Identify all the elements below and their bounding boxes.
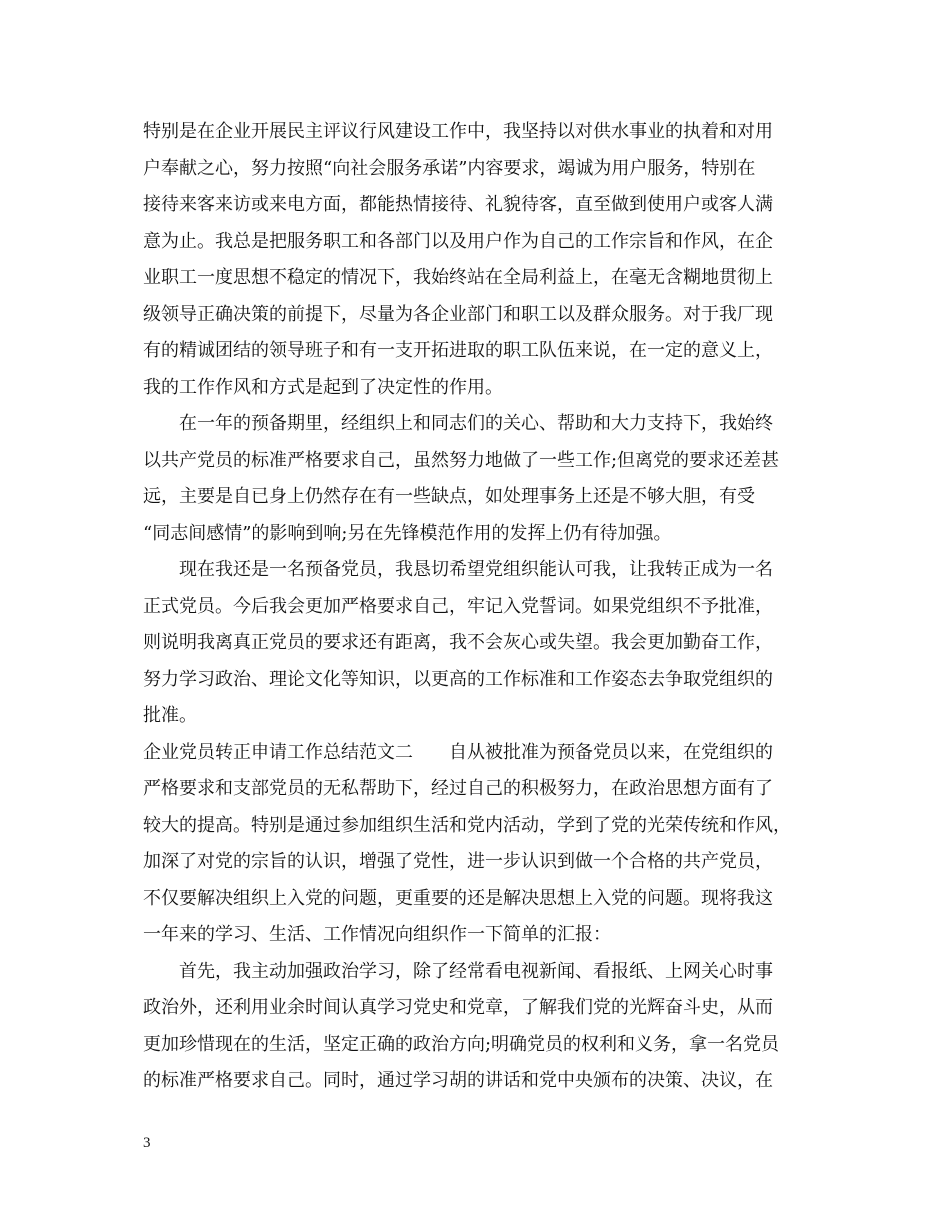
section-heading-line: 企业党员转正申请工作总结范文二 自从被批准为预备党员以来，在党组织的 xyxy=(143,741,773,763)
text-line: 加深了对党的宗旨的认识，增强了党性，进一步认识到做一个合格的共产党员， xyxy=(143,851,773,872)
text-line: “同志间感情”的影响到响;另在先锋模范作用的发挥上仍有待加强。 xyxy=(143,522,672,544)
text-line: 更加珍惜现在的生活，坚定正确的政治方向;明确党员的权利和义务，拿一名党员 xyxy=(143,1033,780,1055)
text-line: 我的工作作风和方式是起到了决定性的作用。 xyxy=(143,376,503,398)
text-line: 严格要求和支部党员的无私帮助下，经过自己的积极努力，在政治思想方面有了 xyxy=(143,778,773,799)
paragraph-first-line: 现在我还是一名预备党员，我恳切希望党组织能认可我，让我转正成为一名 xyxy=(179,559,773,580)
document-body xyxy=(143,114,807,1100)
text-line: 有的精诚团结的领导班子和有一支开拓进取的职工队伍来说，在一定的意义上， xyxy=(143,340,773,361)
paragraph-first-line: 在一年的预备期里，经组织上和同志们的关心、帮助和大力支持下，我始终 xyxy=(179,413,773,434)
text-line: 则说明我离真正党员的要求还有距离，我不会灰心或失望。我会更加勤奋工作， xyxy=(143,632,773,653)
paragraph-first-line: 首先，我主动加强政治学习，除了经常看电视新闻、看报纸、上网关心时事 xyxy=(179,960,773,982)
text-line: 户奉献之心，努力按照“向社会服务承诺”内容要求，竭诚为用户服务，特别在 xyxy=(143,157,756,179)
text-line: 特别是在企业开展民主评议行风建设工作中，我坚持以对供水事业的执着和对用 xyxy=(143,121,773,142)
text-line: 努力学习政治、理论文化等知识，以更高的工作标准和工作姿态去争取党组织的 xyxy=(143,668,773,690)
page-number: 3 xyxy=(143,1135,151,1151)
text-line: 批准。 xyxy=(143,705,197,726)
text-line: 意为止。我总是把服务职工和各部门以及用户作为自己的工作宗旨和作风，在企 xyxy=(143,230,773,252)
text-line: 接待来客来访或来电方面，都能热情接待、礼貌待客，直至做到使用户或客人满 xyxy=(143,194,773,215)
text-line: 远，主要是自已身上仍然存在有一些缺点，如处理事务上还是不够大胆，有受 xyxy=(143,486,755,507)
text-line: 较大的提高。特别是通过参加组织生活和党内活动，学到了党的光荣传统和作风， xyxy=(143,814,791,836)
text-line: 政治外，还利用业余时间认真学习党史和党章，了解我们党的光辉奋斗史，从而 xyxy=(143,997,773,1018)
text-line: 业职工一度思想不稳定的情况下，我始终站在全局利益上，在毫无含糊地贯彻上 xyxy=(143,267,773,288)
text-line: 的标准严格要求自己。同时，通过学习胡的讲话和党中央颁布的决策、决议，在 xyxy=(143,1070,773,1091)
text-line: 一年来的学习、生活、工作情况向组织作一下简单的汇报： xyxy=(143,924,611,945)
text-line: 不仅要解决组织上入党的问题，更重要的还是解决思想上入党的问题。现将我这 xyxy=(143,887,773,909)
text-line: 正式党员。今后我会更加严格要求自己，牢记入党誓词。如果党组织不予批准， xyxy=(143,595,773,617)
text-line: 以共产党员的标准严格要求自己，虽然努力地做了一些工作;但离党的要求还差甚 xyxy=(143,449,780,471)
text-line: 级领导正确决策的前提下，尽量为各企业部门和职工以及群众服务。对于我厂现 xyxy=(143,303,773,325)
